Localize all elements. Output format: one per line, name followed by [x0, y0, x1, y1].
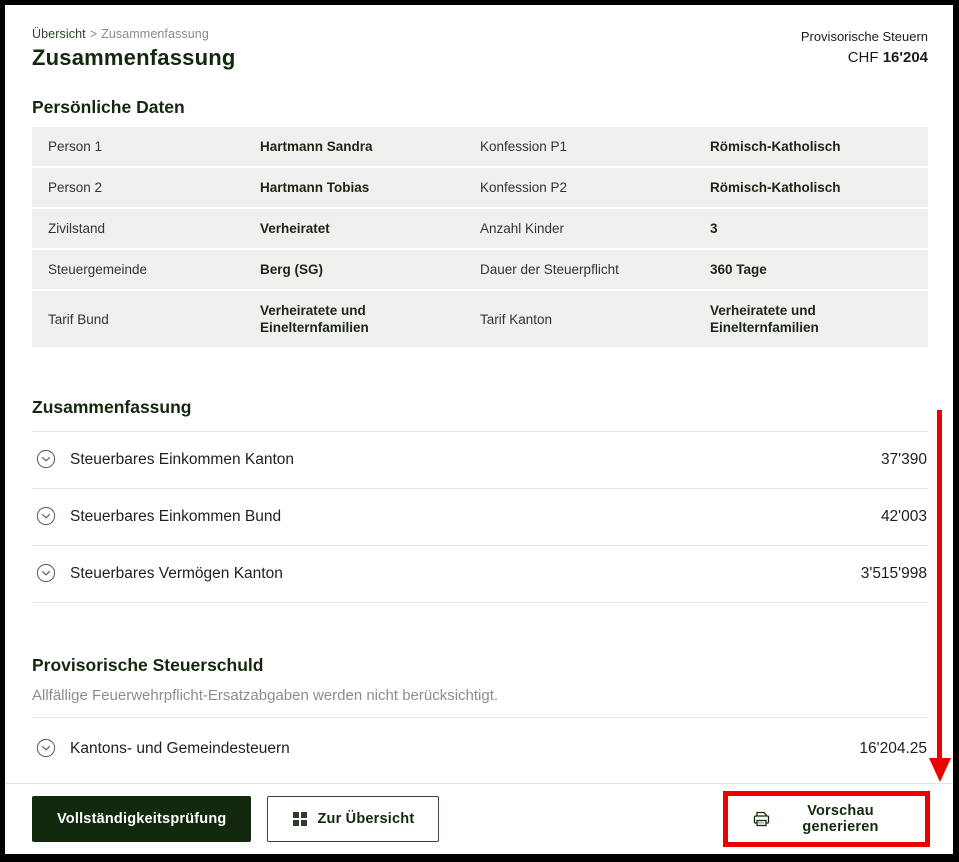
- row-label: Steuergemeinde: [48, 262, 148, 277]
- action-bar: [5, 783, 953, 854]
- personal-data-section: [5, 97, 953, 347]
- header-left: [32, 27, 236, 71]
- tax-debt-note: Allfällige Feuerwehrpflicht-Ersatzabgaben werden nicht berücksichtigt.: [32, 687, 499, 704]
- accordion-value: 42'003: [880, 508, 927, 525]
- table-row: [32, 127, 928, 166]
- annotation-arrow-line: [937, 410, 942, 763]
- accordion-row-vermoegen-kanton[interactable]: [32, 546, 928, 603]
- accordion-row-kantons-gemeindesteuern[interactable]: [32, 718, 928, 780]
- expand-button[interactable]: [36, 738, 56, 761]
- row-value: 360 Tage: [710, 262, 767, 277]
- chevron-down-circle-icon: [36, 506, 56, 529]
- table-row: [32, 209, 928, 248]
- personal-data-table: [32, 127, 928, 347]
- accordion-value: 3'515'998: [860, 565, 927, 582]
- breadcrumb: [32, 27, 236, 41]
- expand-button[interactable]: [36, 449, 56, 472]
- accordion-label: Kantons- und Gemeindesteuern: [70, 740, 290, 757]
- row-label: Person 1: [48, 139, 103, 154]
- row-label: Dauer der Steuerpflicht: [480, 262, 619, 277]
- header-right: [801, 27, 928, 66]
- row-label: Zivilstand: [48, 221, 106, 236]
- provisional-tax-label: Provisorische Steuern: [800, 29, 928, 44]
- summary-list: [32, 431, 928, 603]
- breadcrumb-current: Zusammenfassung: [101, 27, 209, 41]
- row-value: Römisch-Katholisch: [710, 139, 841, 154]
- expand-button[interactable]: [36, 506, 56, 529]
- accordion-value: 16'204.25: [859, 740, 927, 757]
- accordion-row-einkommen-bund[interactable]: [32, 489, 928, 546]
- tax-debt-section: [5, 655, 953, 780]
- printer-icon: [752, 810, 771, 828]
- generate-preview-button[interactable]: [723, 791, 930, 847]
- table-row: [32, 291, 928, 347]
- row-label: Tarif Bund: [48, 311, 109, 327]
- chevron-down-circle-icon: [36, 563, 56, 586]
- breadcrumb-separator: >: [89, 27, 98, 41]
- tax-amount-value: 16'204: [882, 49, 928, 66]
- accordion-label: Steuerbares Einkommen Bund: [70, 508, 282, 525]
- table-row: [32, 168, 928, 207]
- accordion-row-einkommen-kanton[interactable]: [32, 432, 928, 489]
- row-value: Berg (SG): [260, 262, 324, 277]
- completeness-check-button[interactable]: Vollständigkeitsprüfung: [32, 796, 251, 842]
- action-bar-left: [32, 796, 439, 842]
- chevron-down-circle-icon: [36, 738, 56, 761]
- row-value: Hartmann Sandra: [260, 139, 373, 154]
- accordion-label: Steuerbares Einkommen Kanton: [70, 451, 295, 468]
- chevron-down-circle-icon: [36, 449, 56, 472]
- to-overview-button[interactable]: [267, 796, 439, 842]
- annotation-arrow-head: [929, 758, 951, 782]
- provisional-tax-amount: [801, 49, 928, 66]
- row-value: Verheiratet: [260, 221, 330, 236]
- row-value: Hartmann Tobias: [260, 180, 370, 195]
- expand-button[interactable]: [36, 563, 56, 586]
- tax-debt-list: [32, 717, 928, 780]
- generate-preview-label: Vorschau generieren: [802, 803, 879, 835]
- row-value: Römisch-Katholisch: [710, 180, 841, 195]
- row-value: 3: [710, 221, 718, 236]
- row-label: Konfession P1: [480, 139, 568, 154]
- page-header: [5, 5, 953, 71]
- row-value: Verheiratete und Einelternfamilien: [260, 303, 369, 335]
- row-label: Person 2: [48, 180, 103, 195]
- table-row: [32, 250, 928, 289]
- accordion-value: 37'390: [880, 451, 927, 468]
- tax-debt-heading: Provisorische Steuerschuld: [32, 655, 264, 675]
- row-label: Anzahl Kinder: [480, 221, 565, 236]
- currency-label: CHF: [847, 49, 879, 66]
- summary-section: [5, 397, 953, 603]
- summary-heading: Zusammenfassung: [32, 397, 192, 417]
- to-overview-label: Zur Übersicht: [317, 811, 415, 827]
- personal-data-heading: Persönliche Daten: [32, 97, 185, 117]
- row-value: Verheiratete und Einelternfamilien: [710, 303, 819, 335]
- row-label: Tarif Kanton: [480, 311, 553, 327]
- grid-icon: [292, 811, 308, 827]
- row-label: Konfession P2: [480, 180, 568, 195]
- accordion-label: Steuerbares Vermögen Kanton: [70, 565, 283, 582]
- page-title: Zusammenfassung: [32, 45, 236, 70]
- breadcrumb-link-uebersicht[interactable]: Übersicht: [32, 27, 86, 41]
